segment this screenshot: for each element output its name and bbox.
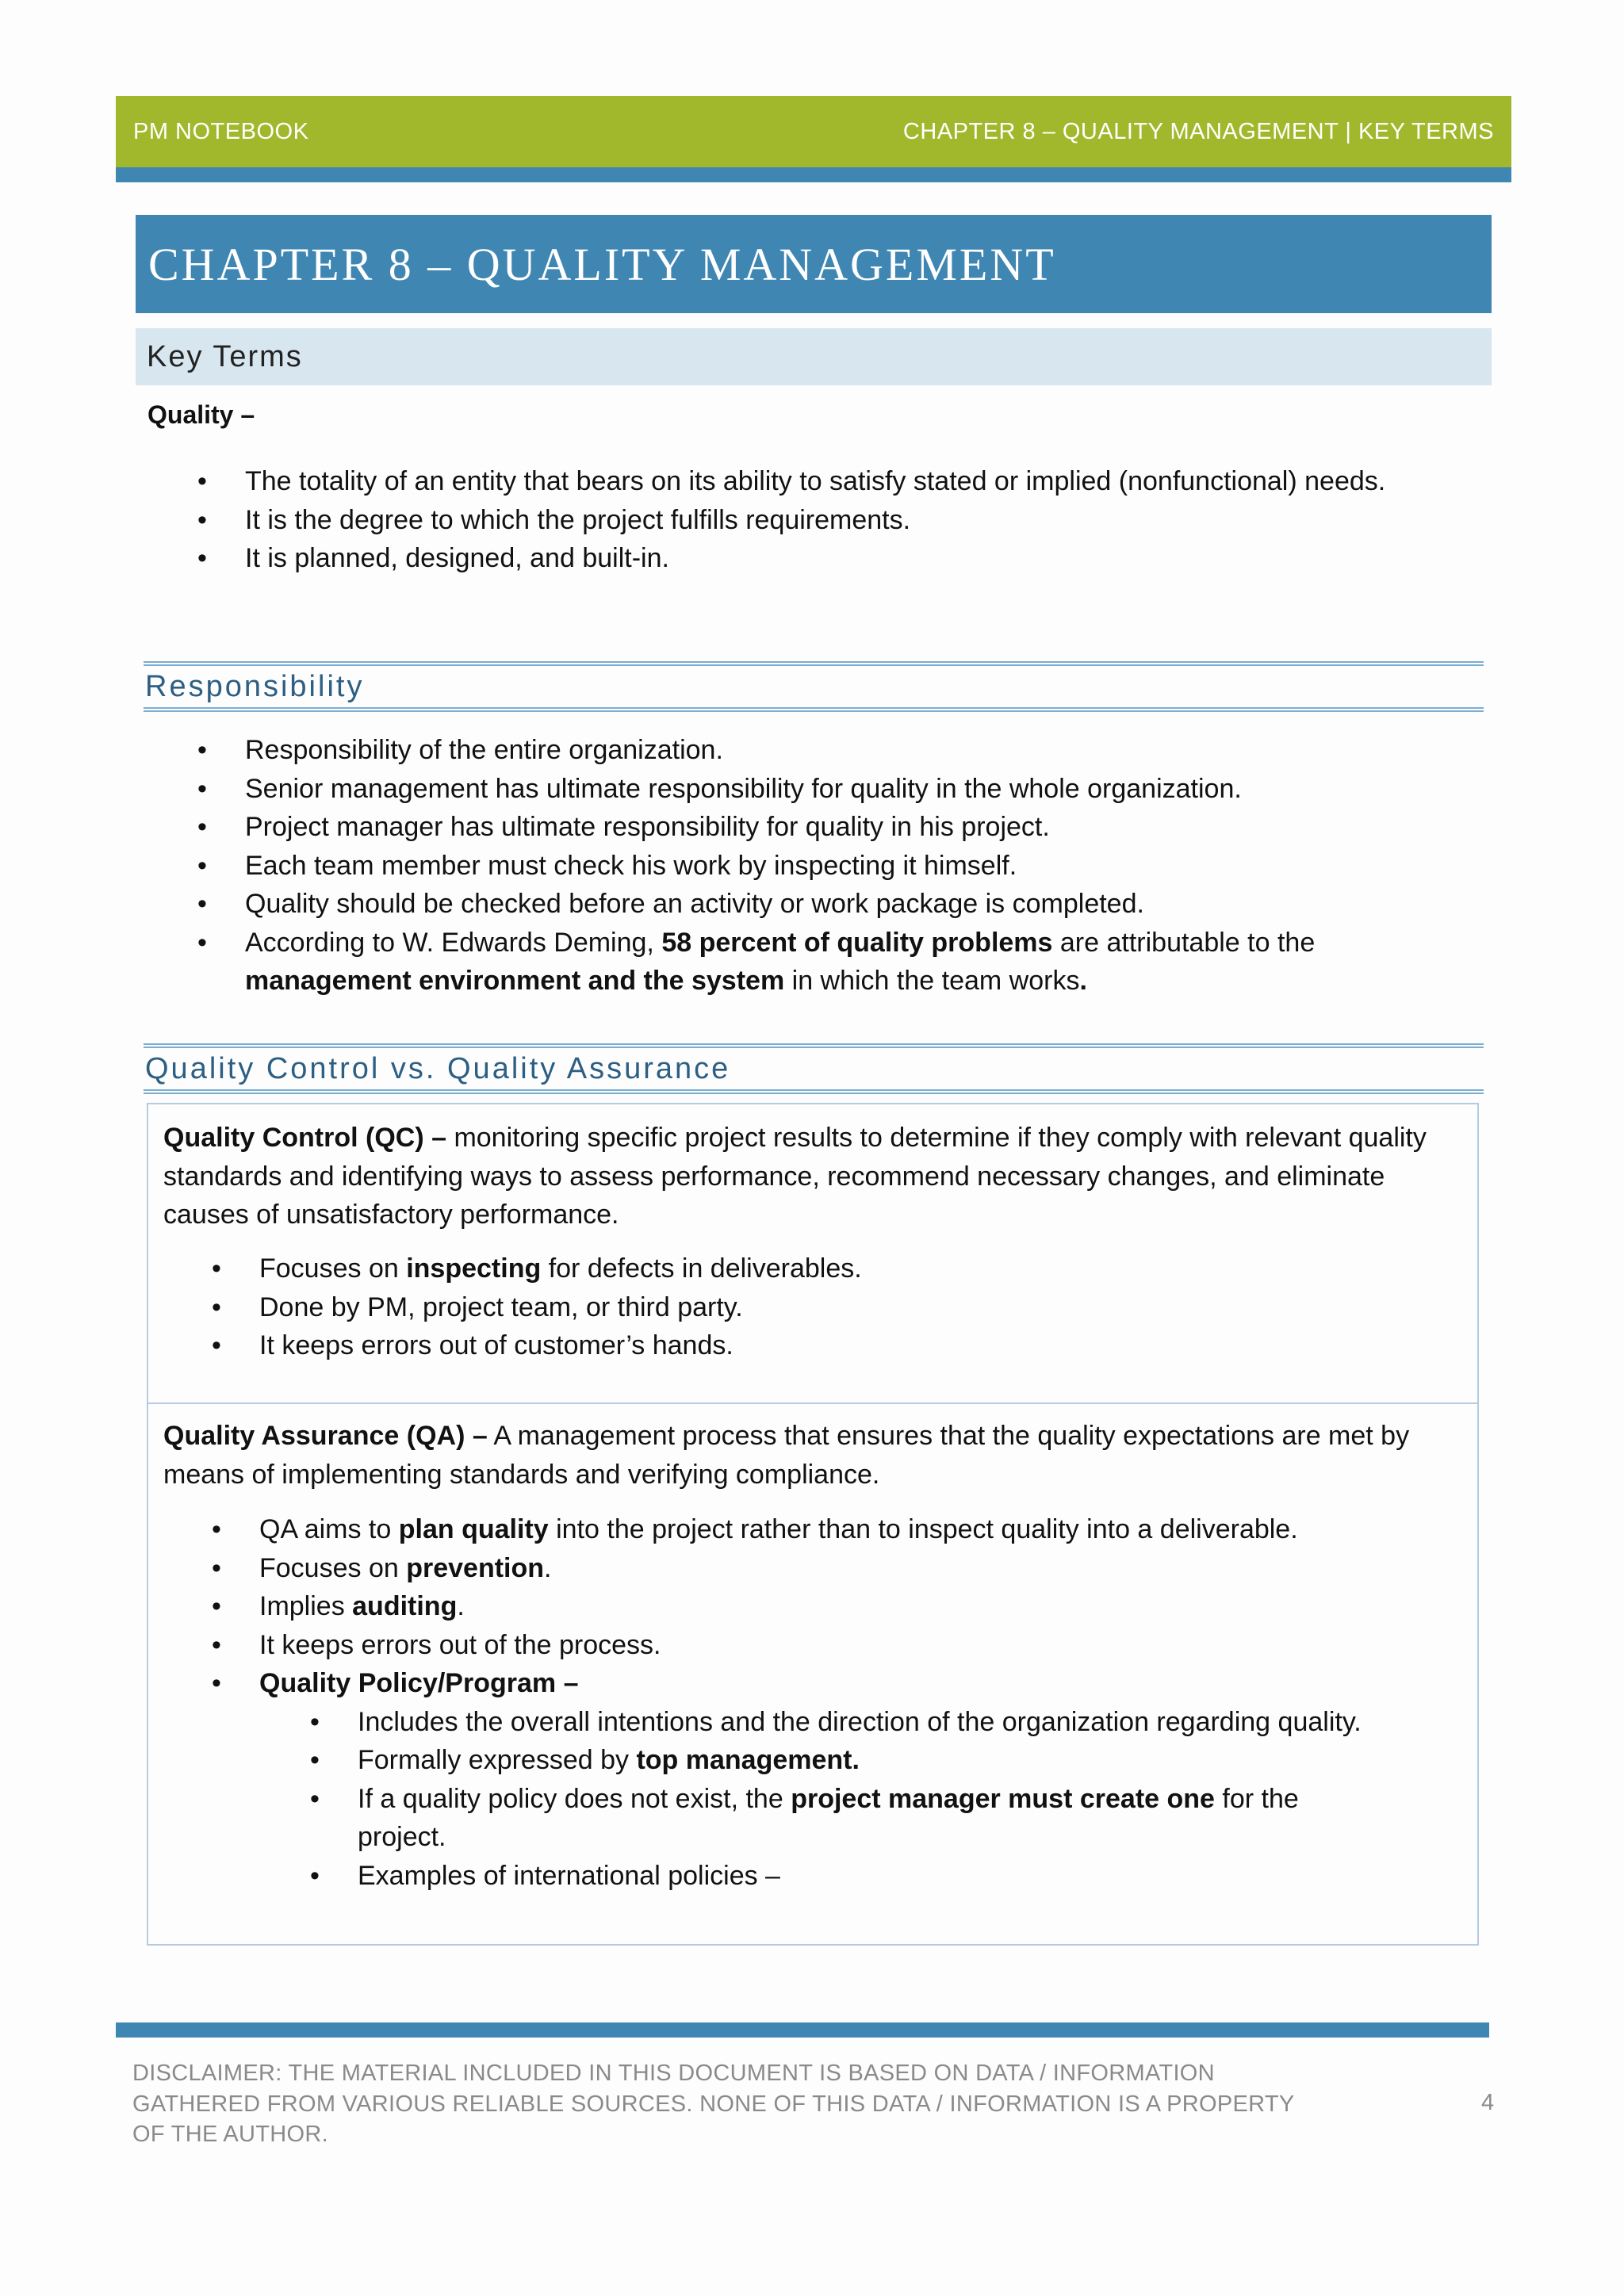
key-terms-heading-text: Key Terms (147, 339, 303, 373)
list-item: • It is the degree to which the project fulfills requirements. (197, 501, 1434, 540)
sub-list-item: • Formally expressed by top management. (310, 1741, 1377, 1780)
key-terms-heading (136, 328, 1492, 385)
responsibility-bullet-list (197, 731, 1434, 1001)
list-item-quality-policy: • Quality Policy/Program – • Includes the overall intentions and the direction of the organization regarding quality. • Formally expressed by top management. • If a quality policy does not exist, the project manager must create one for the project. • Examples of international policies – (212, 1664, 1449, 1895)
list-item: • Senior management has ultimate responsibility for quality in the whole organization. (197, 770, 1434, 809)
list-item: • It keeps errors out of the process. (212, 1626, 1449, 1665)
list-item: • QA aims to plan quality into the project rather than to inspect quality into a deliverable. (212, 1510, 1449, 1549)
header-left-text: PM NOTEBOOK (133, 118, 309, 144)
responsibility-heading-text: Responsibility (145, 669, 365, 703)
table-row-divider (148, 1402, 1477, 1404)
list-item: • Quality should be checked before an activity or work package is completed. (197, 885, 1434, 924)
qc-vs-qa-heading-text: Quality Control vs. Quality Assurance (145, 1051, 731, 1085)
list-item: • Done by PM, project team, or third party. (212, 1288, 1449, 1327)
sub-list-item: • If a quality policy does not exist, the project manager must create one for the project. (310, 1780, 1377, 1857)
list-item-deming: • According to W. Edwards Deming, 58 percent of quality problems are attributable to the management environment and the system in which the team works. (197, 924, 1434, 1001)
quality-bullet-list (197, 462, 1434, 578)
header-right-text: CHAPTER 8 – QUALITY MANAGEMENT | KEY TERMS (902, 118, 1494, 144)
list-item: • Responsibility of the entire organization. (197, 731, 1434, 770)
header-accent-rule (116, 167, 1511, 182)
list-item: • Focuses on inspecting for defects in deliverables. (212, 1249, 1449, 1288)
chapter-title-text: CHAPTER 8 – QUALITY MANAGEMENT (148, 238, 1056, 290)
list-item: • It keeps errors out of customer’s hands. (212, 1326, 1449, 1365)
running-header (116, 96, 1511, 167)
responsibility-heading (144, 661, 1484, 712)
quality-term-label: Quality – (147, 400, 255, 429)
qc-definition: Quality Control (QC) – monitoring specific project results to determine if they comply with relevant quality standards and identifying ways to assess performance, recommend necessary changes, and eliminate causes of unsatisfactory performance. (163, 1123, 1427, 1230)
qc-qa-table (147, 1103, 1479, 1946)
footer-rule (116, 2022, 1489, 2038)
qc-vs-qa-heading (144, 1043, 1484, 1094)
list-item: • The totality of an entity that bears on its ability to satisfy stated or implied (nonfunctional) needs. (197, 462, 1434, 501)
qa-definition: Quality Assurance (QA) – A management process that ensures that the quality expectations are met by means of implementing standards and verifying compliance. (163, 1421, 1410, 1490)
list-item: • Project manager has ultimate responsibility for quality in his project. (197, 808, 1434, 847)
quality-policy-sublist (310, 1703, 1377, 1896)
list-item: • Implies auditing. (212, 1587, 1449, 1626)
qa-bullet-list (212, 1510, 1449, 1895)
list-item: • Each team member must check his work by inspecting it himself. (197, 847, 1434, 886)
sub-list-item: • Includes the overall intentions and the direction of the organization regarding quality. (310, 1703, 1377, 1742)
list-item: • It is planned, designed, and built-in. (197, 539, 1434, 578)
footer-disclaimer: DISCLAIMER: THE MATERIAL INCLUDED IN THIS DOCUMENT IS BASED ON DATA / INFORMATION GATHERED FROM VARIOUS RELIABLE SOURCES. NONE OF THIS DATA / INFORMATION IS A PROPERTY OF THE AUTHOR. (132, 2061, 1295, 2147)
qc-bullet-list (212, 1249, 1449, 1365)
page-number: 4 (1481, 2090, 1495, 2115)
sub-list-item: • Examples of international policies – (310, 1857, 1377, 1896)
chapter-title (136, 215, 1492, 313)
list-item: • Focuses on prevention. (212, 1549, 1449, 1588)
